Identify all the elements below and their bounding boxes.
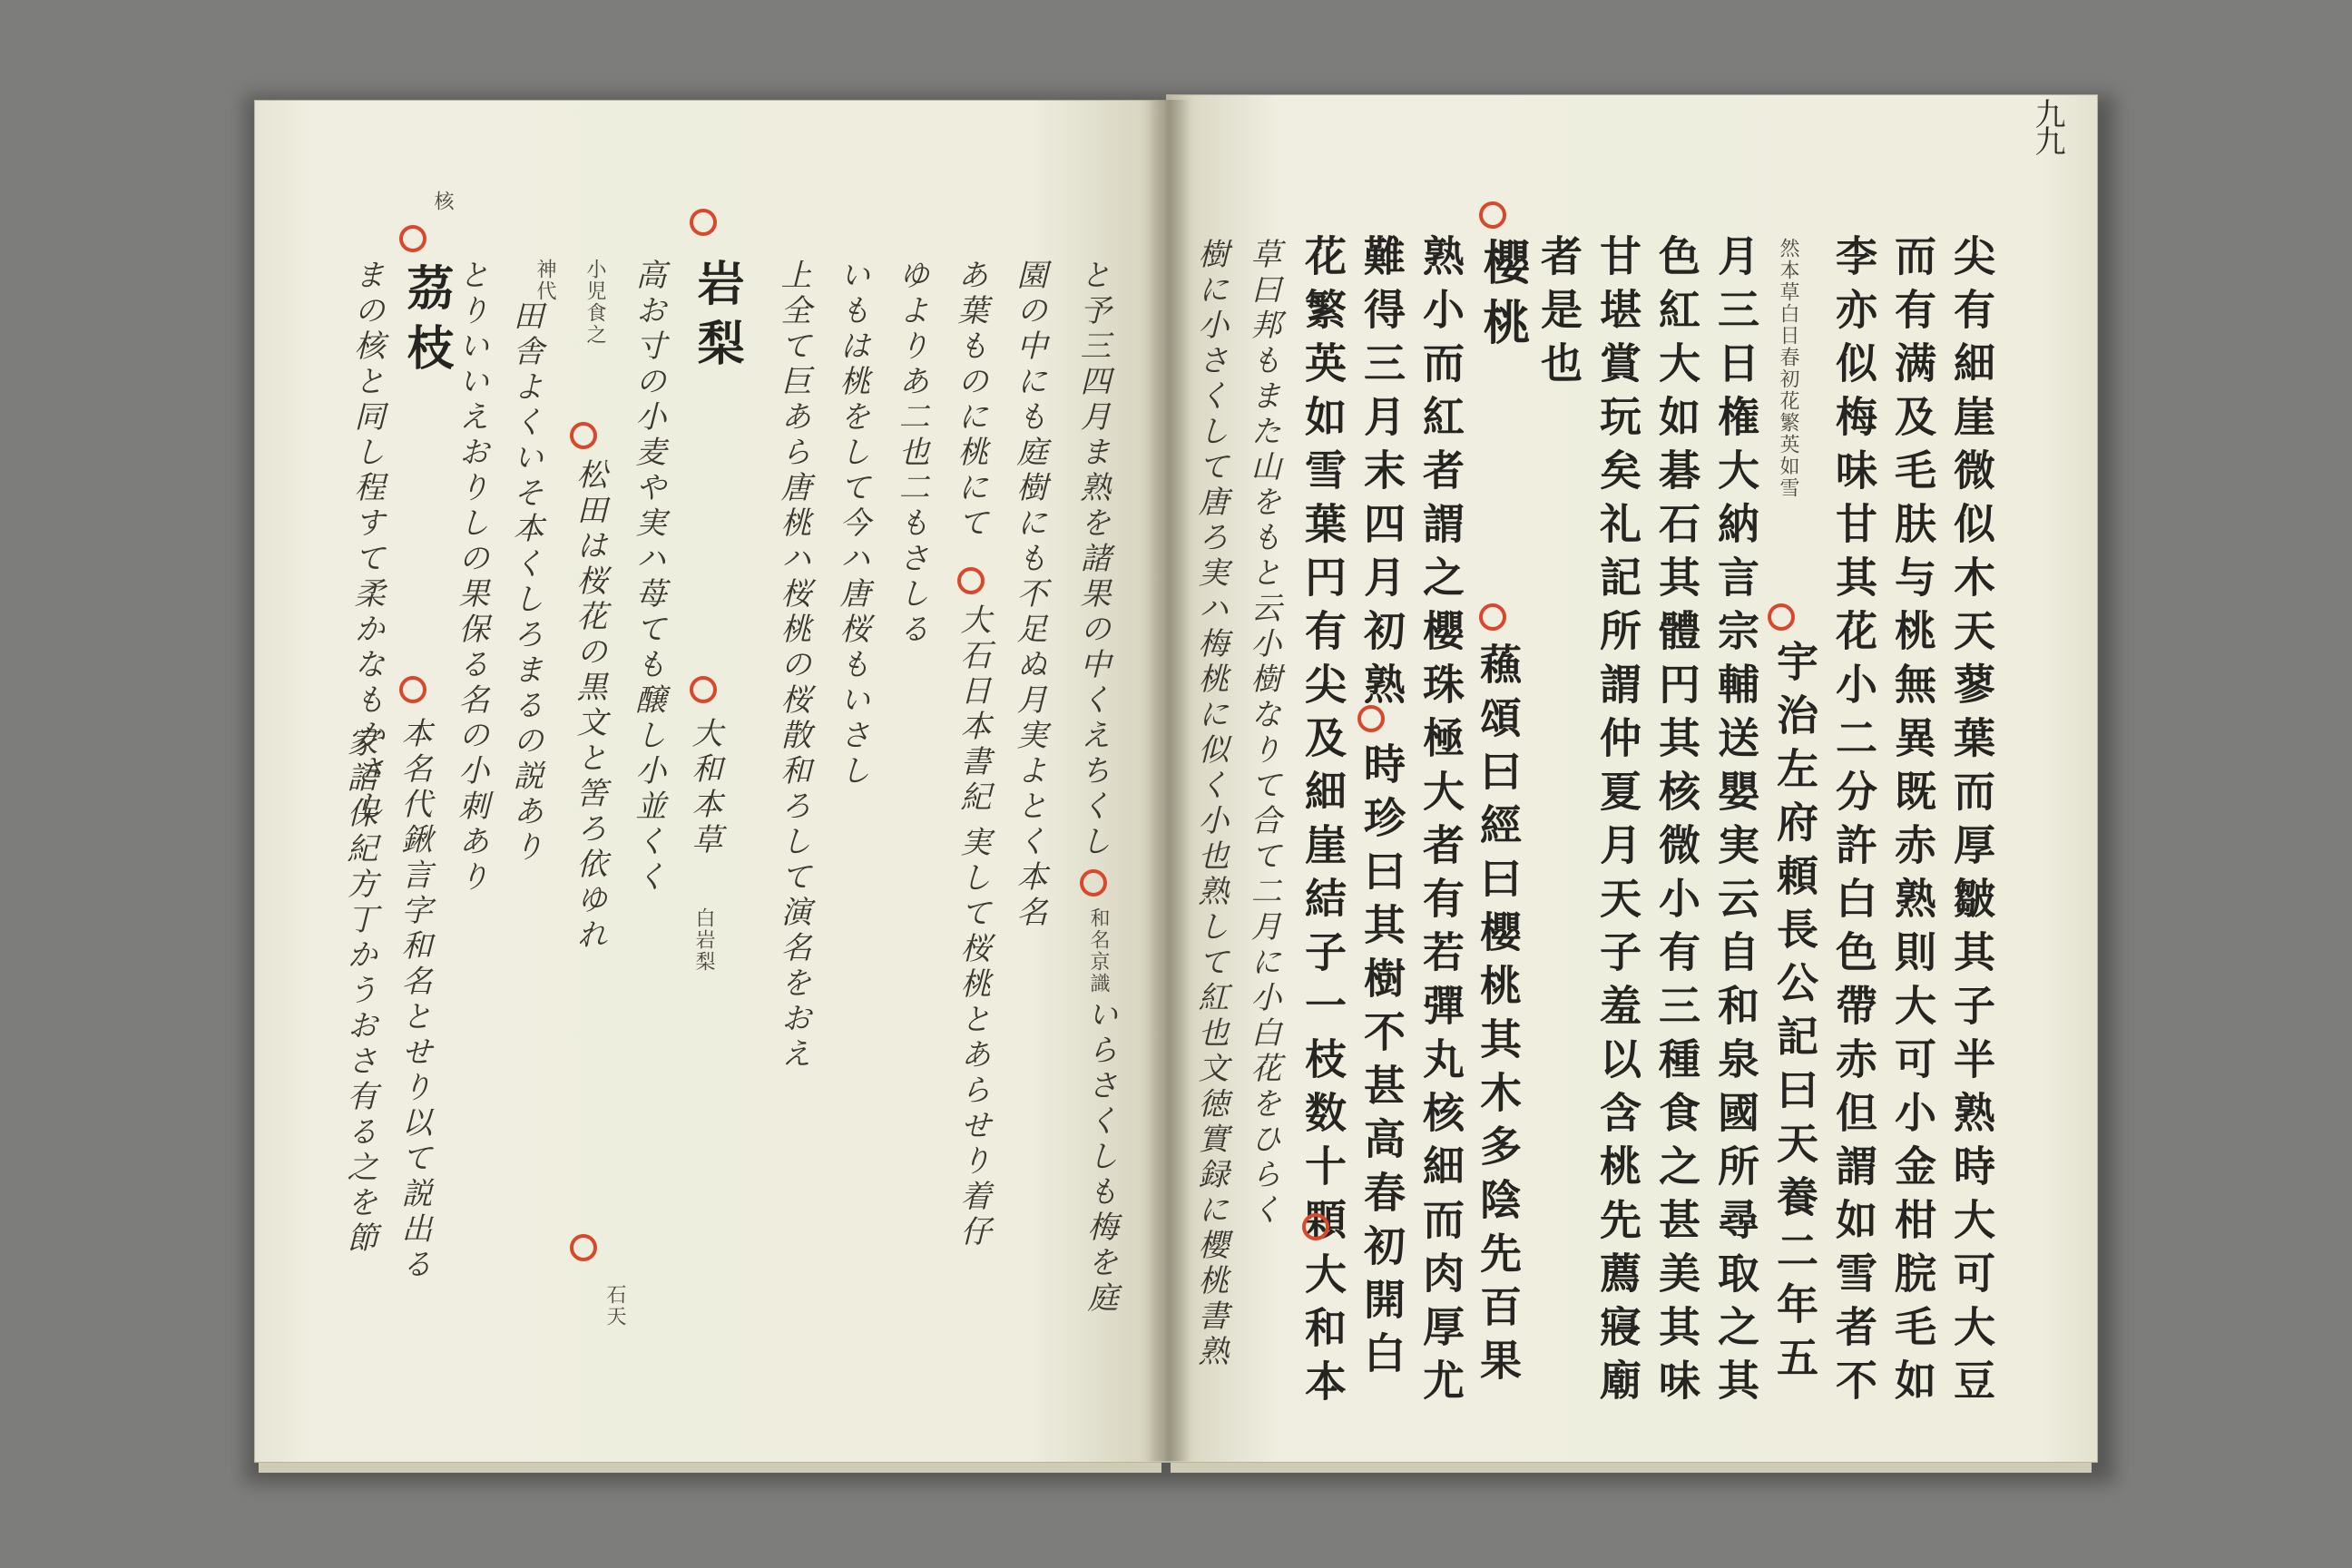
left-script-4: ゆよりあ二也二もさしる <box>893 259 929 648</box>
left-script-1: と予三四月ま熟を諸果の中くえちくし <box>1074 259 1111 860</box>
sub-entry-label: 大和本草 <box>686 717 722 858</box>
right-col-10: 難得三月末四月初熟 <box>1357 234 1406 716</box>
left-heading-script-2: 小児食之 <box>583 259 606 346</box>
left-script-5: いもは桃をして今ハ唐桜もいさし <box>834 259 870 789</box>
left-marked-1-label: 和名京識 <box>1087 907 1110 995</box>
red-circle-mark <box>1357 705 1385 732</box>
heading-reishi: 茘枝 <box>398 263 454 383</box>
red-circle-mark <box>957 567 985 594</box>
right-col-4-note: 然本草白日春初花繁英如雪 <box>1777 238 1799 499</box>
red-circle-mark <box>570 1234 597 1261</box>
entry-caption: 蘓頌曰經曰櫻桃其木多陰先百果 <box>1474 642 1523 1392</box>
final-script-1: まの核と同し程すて柔かなもかさし <box>348 259 385 825</box>
right-col-1: 尖有細崖微似木天蓼葉而厚皺其子半熟時大可大豆 <box>1947 234 1996 1412</box>
sub-entry-text: 白岩梨 <box>692 907 715 973</box>
red-circle-mark <box>1479 201 1506 229</box>
stone-label: 石天 <box>603 1284 626 1328</box>
left-heading-script-3: 松田は桜花の黒文と筈ろ依ゆれ <box>571 458 607 954</box>
left-marked-2-text: 実して桜桃とあらせり着仔 <box>955 826 991 1250</box>
right-col-11b: 大和本 <box>1298 1252 1348 1413</box>
left-heading-script-4: 神代 <box>534 259 556 302</box>
right-col-8: 者是也 <box>1534 234 1583 395</box>
right-col-2: 而有满及毛肤与桃無異既赤熟則大可小金柑脘毛如 <box>1888 234 1937 1412</box>
red-circle-mark <box>399 676 426 703</box>
left-heading-script-5: 田舎よくいそ本くしろまるの説あり <box>507 299 544 866</box>
right-col-3: 李亦似梅味甘其花小二分許白色帶赤但謂如雪者不 <box>1829 234 1878 1412</box>
right-script-2: 樹に小さくして唐ろ実ハ梅桃に似く小也熟して紅也文徳實録に櫻桃書熟 <box>1192 238 1229 1370</box>
left-marked-1-text: いらさくしも梅を庭 <box>1082 998 1118 1317</box>
heading-iwanashi: 岩梨 <box>689 259 744 378</box>
red-circle-mark <box>1479 603 1506 631</box>
final-script-2: 本名代鍬言字和名とせり以て説出る <box>396 717 432 1283</box>
left-marked-2: 大石日本書紀 <box>955 603 991 816</box>
heading-sakura: 櫻桃 <box>1475 238 1530 358</box>
right-script-1: 草曰邦もまた山をもと云小樹なりて合て二月に小白花をひらく <box>1245 238 1281 1229</box>
red-circle-mark <box>1302 1213 1329 1240</box>
left-heading-script-1: 高お寸の小麦や実ハ苺ても醸し小並くく <box>630 259 666 896</box>
left-script-3: あ葉ものに桃にて <box>952 259 988 542</box>
final-script-3: 家語保紀方丁かうおさ有る之を節 <box>341 726 377 1257</box>
gutter-fold <box>1145 100 1191 1461</box>
right-col-11: 花繁英如雪葉円有尖及細崖結子一枝数十顆 <box>1298 234 1348 1251</box>
right-col-7: 甘堪賞玩矣礼記所謂仲夏月天子羞以含桃先薦寢廟 <box>1593 234 1642 1412</box>
red-circle-mark <box>570 422 597 449</box>
right-col-4: 宇治左府頼長公記曰天養二年五 <box>1770 640 1819 1389</box>
left-heading-script-6: とりいいえおりしの果保る名の小刺あり <box>453 259 489 896</box>
left-script-2: 園の中にも庭樹にも不足ぬ月実よとく本名 <box>1011 259 1047 931</box>
red-circle-mark <box>399 225 426 252</box>
right-col-10b: 時珍曰其樹不甚高春初開白 <box>1357 742 1406 1385</box>
right-col-6: 色紅大如碁石其體円其核微小有三種食之甚美其味 <box>1652 234 1701 1412</box>
red-circle-mark <box>690 209 717 236</box>
red-circle-mark <box>690 676 717 703</box>
right-col-5: 月三日権大納言宗輔送嬰実云自和泉國所尋取之其 <box>1711 234 1760 1412</box>
left-script-6: 上全て巨あら唐桃ハ桜桃の桜散和ろして演名をおえ <box>775 259 811 1073</box>
red-circle-mark <box>1080 869 1107 897</box>
red-circle-mark <box>1768 603 1795 631</box>
final-gloss: 核 <box>431 191 454 212</box>
right-col-9: 熟小而紅者謂之櫻珠極大者有若彈丸核細而肉厚尤 <box>1416 234 1465 1412</box>
folio-number: 九九 <box>2029 98 2065 152</box>
